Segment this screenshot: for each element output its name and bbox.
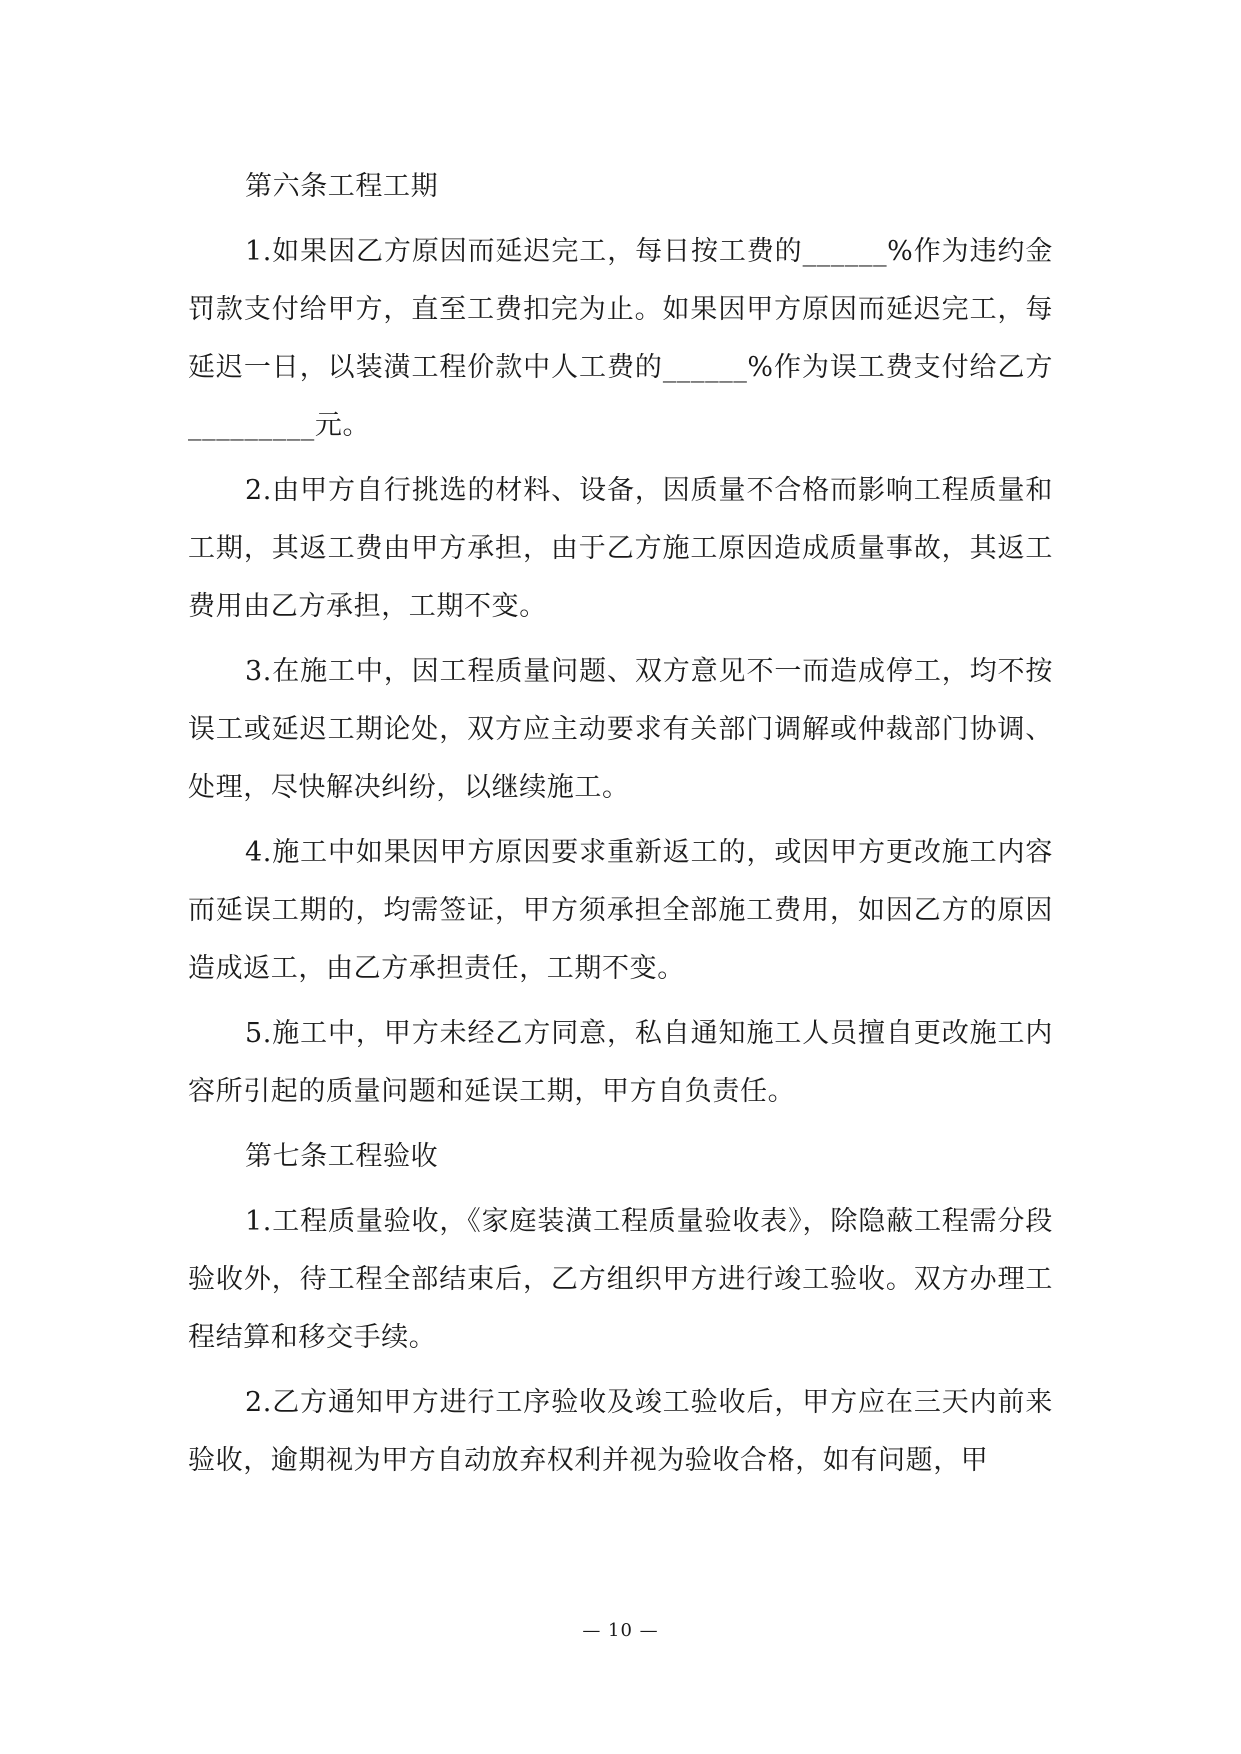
section-6-clause-2: 2.由甲方自行挑选的材料、设备，因质量不合格而影响工程质量和工期，其返工费由甲方承担，由于乙方施工原因造成质量事故，其返工费用由乙方承担，工期不变。 [188, 475, 1053, 622]
section-6-clause-5: 5.施工中，甲方未经乙方同意，私自通知施工人员擅自更改施工内容所引起的质量问题和延误工期，甲方自负责任。 [188, 1018, 1053, 1107]
document-body [188, 158, 1053, 1497]
section-6-clause-3: 3.在施工中，因工程质量问题、双方意见不一而造成停工，均不按误工或延迟工期论处，双方应主动要求有关部门调解或仲裁部门协调、处理，尽快解决纠纷，以继续施工。 [188, 656, 1053, 803]
section-6-clause-4: 4.施工中如果因甲方原因要求重新返工的，或因甲方更改施工内容而延误工期的，均需签证，甲方须承担全部施工费用，如因乙方的原因造成返工，由乙方承担责任，工期不变。 [188, 837, 1053, 984]
section-6-clause-1: 1.如果因乙方原因而延迟完工，每日按工费的______%作为违约金罚款支付给甲方，直至工费扣完为止。如果因甲方原因而延迟完工，每延迟一日，以装潢工程价款中人工费的______%作为误工费支付给乙方_________元。 [188, 236, 1053, 441]
section-7-clause-1: 1.工程质量验收，《家庭装潢工程质量验收表》，除隐蔽工程需分段验收外，待工程全部结束后，乙方组织甲方进行竣工验收。双方办理工程结算和移交手续。 [188, 1206, 1053, 1353]
section-6-heading: 第六条工程工期 [245, 171, 439, 202]
page-number: — 10 — [582, 1620, 659, 1641]
section-7-heading: 第七条工程验收 [245, 1141, 439, 1172]
section-7-clause-2: 2.乙方通知甲方进行工序验收及竣工验收后，甲方应在三天内前来验收，逾期视为甲方自动放弃权利并视为验收合格，如有问题，甲 [188, 1387, 1053, 1476]
